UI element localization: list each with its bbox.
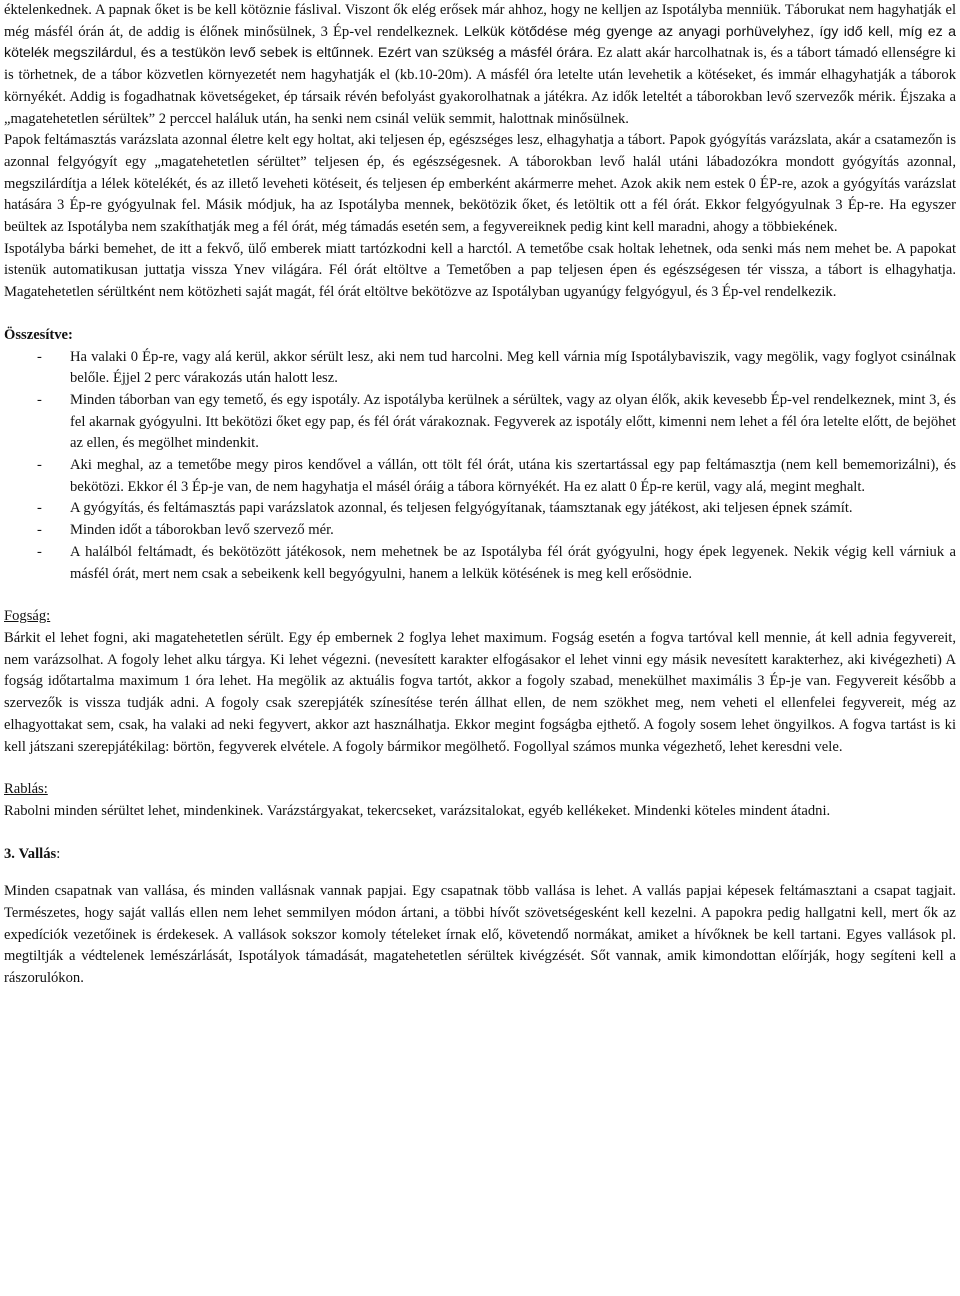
dash-bullet: - (37, 457, 42, 474)
list-item-text: Aki meghal, az a temetőbe megy piros kendővel a vállán, ott tölt fél órát, utána kis szertartással egy pap feltámasztja (nem kell bememorizálni), és bekötözi. Ekkor él 3 Ép-je van, de nem hagyhatja el másél óráig a tábora környékét. Ha ez alatt 0 Ép-re kerül, vagy alá, megint meghalt. (70, 457, 956, 495)
text-run: Ispotályba bárki bemehet, de itt a fekvő, ülő emberek miatt tartózkodni kell a harctól. A temetőbe csak holtak lehetnek, oda senki más nem mehet be. A papokat istenük automatikusan juttatja vissza Ynev világára. Fél órát eltöltve a Temetőben a pap teljesen épen és egészségesen tér vissza, a tábort is elhagyhatja. Magatehetetlen sérültként nem kötözheti saját magát, fél órát eltöltve bekötözve az Ispotályban ugyanúgy felgyógyul, és 3 Ép-vel rendelkezik. (4, 240, 956, 301)
text-run: Ez alatt akár harcolhatnak is, és a tábort támadó ellenségre ki is törhetnek, de a tábor közvetlen környezetét nem hagyhatják el (kb.10-20m). A másfél óra letelte után levehetik a kötéseket, és immár elhagyhatják a táborok környékét. Addig is fogadhatnak követségeket, ép társaik révén befolyást gyakorolhatnak a játékra. Az idők leteltét a táborokban levő szervezők mérik. Éjszaka a „magatehetetlen sérültek” 2 perccel haláluk után, ha senki nem csinál velük semmit, halottnak minősülnek. (4, 45, 956, 127)
paragraph-wounded-rules (4, 0, 956, 130)
dash-bullet: - (37, 500, 42, 517)
list-item-text: A gyógyítás, és feltámasztás papi varázslatok azonnal, és teljesen felgyógyítanak, táamsztanak egy játékost, aki teljesen épnek számít. (70, 500, 853, 517)
spacer (4, 865, 956, 881)
fogsag-paragraph: Bárkit el lehet fogni, aki magatehetetlen sérült. Egy ép embernek 2 foglya lehet maximum. Fogság esetén a fogva tartóval kell mennie, át kell adnia fegyvereit, nem varázsolhat. A fogoly lehet alku tárgya. Ki lehet végezni. (nevesített karakter elfogásakor el lehet vinni egy másik nevesített karakterhez, aki kivégezheti) A fogság időtartalma maximum 1 óra lehet. Ha megölik az aktuális fogva tartót, akkor a fogoly szabad, menekülhet maximális 3 Ép-je van. Fegyvereit később a szervezők is vissza tudják adni. A fogoly csak szerepjáték színesítése terén állhat ellen, de nem szökhet meg, nem veheti el ellenfelei fegyvereit, még az elhagyottakat sem, csak, ha valaki ad neki fegyvert, akkor azt használhatja. Ekkor megint fogságba ejthető. A fogoly sosem lehet öngyilkos. A fogva tartást is ki kell játszani szerepjátékilag: börtön, fegyverek elvétele. A fogoly bármikor megölhető. Fogollyal számos munka végezhető, lehet keresdni vele. (4, 629, 956, 755)
fogsag-heading: Fogság: (4, 608, 51, 625)
spacer (4, 758, 956, 779)
list-item (4, 390, 956, 455)
rablas-paragraph: Rabolni minden sérültet lehet, mindenkinek. Varázstárgyakat, tekercseket, varázsitalokat, egyéb kellékeket. Mindenki köteles mindent átadni. (4, 802, 831, 819)
list-item-text: Minden táborban van egy temető, és egy ispotály. Az ispotályba kerülnek a sérültek, vagy az olyan élők, akik kevesebb Ép-vel rendelkeznek, mint 3, és fel akarnak gyógyulni. Itt bekötözi őket egy pap, és fél órát várakoznak. Fegyverek az ispotály előtt, kimenni nem lehet a fél óra letelte előtt, de bejöhet az ellen, és megölhet mindenkit. (70, 391, 956, 452)
dash-bullet: - (37, 543, 42, 560)
rablas-section (4, 779, 956, 822)
list-item (4, 455, 956, 498)
dash-bullet: - (37, 522, 42, 539)
vallas-paragraph: Minden csapatnak van vallása, és minden vallásnak vannak papjai. Egy csapatnak több vallása is lehet. A vallás papjai képesek feltámasztani a csapat tagjait. Természetes, hogy saját vallás ellen nem lehet semmilyen módon ártani, a többi hívőt szövetségesként kell kezelni. A papokra pedig hallgatni kell, mert ők az expedíciók vezetőinek is érdekesek. A vallások sokszor komoly tételeket írnak elő, követendő normákat, amiket a hívőknek be kell tartani. Egyes vallások pl. megtiltják a védtelenek lemészárlását, Ispotályok támadását, magatehetetlen sérültek kivégzését. Sőt vannak, amik kimondottan előírják, hogy segíteni kell a rászorulókon. (4, 883, 956, 987)
text-run: éktelenkednek. A papnak őket is be kell kötöznie fáslival. Viszont ők elég erősek már ahhoz, hogy ne kelljen az Ispotályba menniük. Táborukat nem hagyhatják el még másfél órán át, de addig is élőnek minősülnek, 3 Ép-vel rendelkeznek. (4, 2, 956, 40)
spacer (4, 304, 956, 325)
vallas-heading (4, 844, 956, 866)
summary-heading: Összesítve: (4, 326, 73, 343)
dash-bullet: - (37, 348, 42, 365)
list-item-text: Minden időt a táborokban levő szervező mér. (70, 522, 334, 539)
vallas-section (4, 844, 956, 990)
summary-section (4, 325, 956, 585)
spacer (4, 585, 956, 606)
list-item (4, 498, 956, 520)
paragraph-infirmary-rules (4, 239, 956, 304)
document-page (4, 0, 956, 990)
dash-bullet: - (37, 391, 42, 408)
fogsag-section (4, 606, 956, 758)
paragraph-healing-rules (4, 130, 956, 239)
text-run: Papok feltámasztás varázslata azonnal életre kelt egy holtat, aki teljesen ép, egészséges lesz, elhagyhatja a tábort. Papok gyógyítás varázslata, akár a csatamezőn is azonnal felgyógyít egy „magatehetetlen sérültet” teljesen ép, és egészségesnek. A táborokban levő halál utáni lábadozókra mondott gyógyítás azonnal, megszilárdítja a lélek kötelékét, és az illető leveheti kötéseit, és teljesen ép emberként akármerre mehet. Azok akik nem estek 0 ÉP-re, azok a gyógyítás varázslat hatására 3 Ép-re gyógyulnak fel. Másik módjuk, ha az Ispotályba mennek, bekötözik őket, és letöltik ott a fél órát. Ekkor felgyógyulnak 3 Ép-re. Ha egyszer beültek az Ispotályba nem szakíthatják meg a fél órát, még támadás esetén sem, a fegyvereiknek pedig kint kell maradni, ahogy a többiekének. (4, 132, 956, 236)
text-run: Lelkük kötődése még gyenge az anyagi porhüvelyhez, így idő kell, míg ez a kötelék megszilárdul, és a testükön levő sebek is eltűnnek. Ezért van szükség a másfél órára. (4, 23, 957, 62)
list-item (4, 542, 956, 585)
summary-list (4, 347, 956, 586)
list-item-text: A halálból feltámadt, és bekötözött játékosok, nem mehetnek be az Ispotályba fél órát gyógyulni, hogy épek legyenek. Nekik végig kell várniuk a másfél órát, mert nem csak a sebeikenk kell begyógyulni, hanem a lelkük kötésének is meg kell erősödnie. (70, 543, 956, 582)
rablas-heading: Rablás: (4, 781, 48, 798)
vallas-title: Vallás (18, 845, 57, 862)
list-item-text: Ha valaki 0 Ép-re, vagy alá kerül, akkor sérült lesz, aki nem tud harcolni. Meg kell várnia míg Ispotálybaviszik, vagy megölik, vagy foglyot csinálnak belőle. Éjjel 2 perc várakozás után halott lesz. (70, 348, 956, 387)
spacer (4, 823, 956, 844)
vallas-number: 3. (4, 845, 15, 862)
intro-section (4, 0, 956, 304)
list-item (4, 520, 956, 542)
list-item (4, 347, 956, 390)
vallas-colon: : (56, 845, 61, 862)
